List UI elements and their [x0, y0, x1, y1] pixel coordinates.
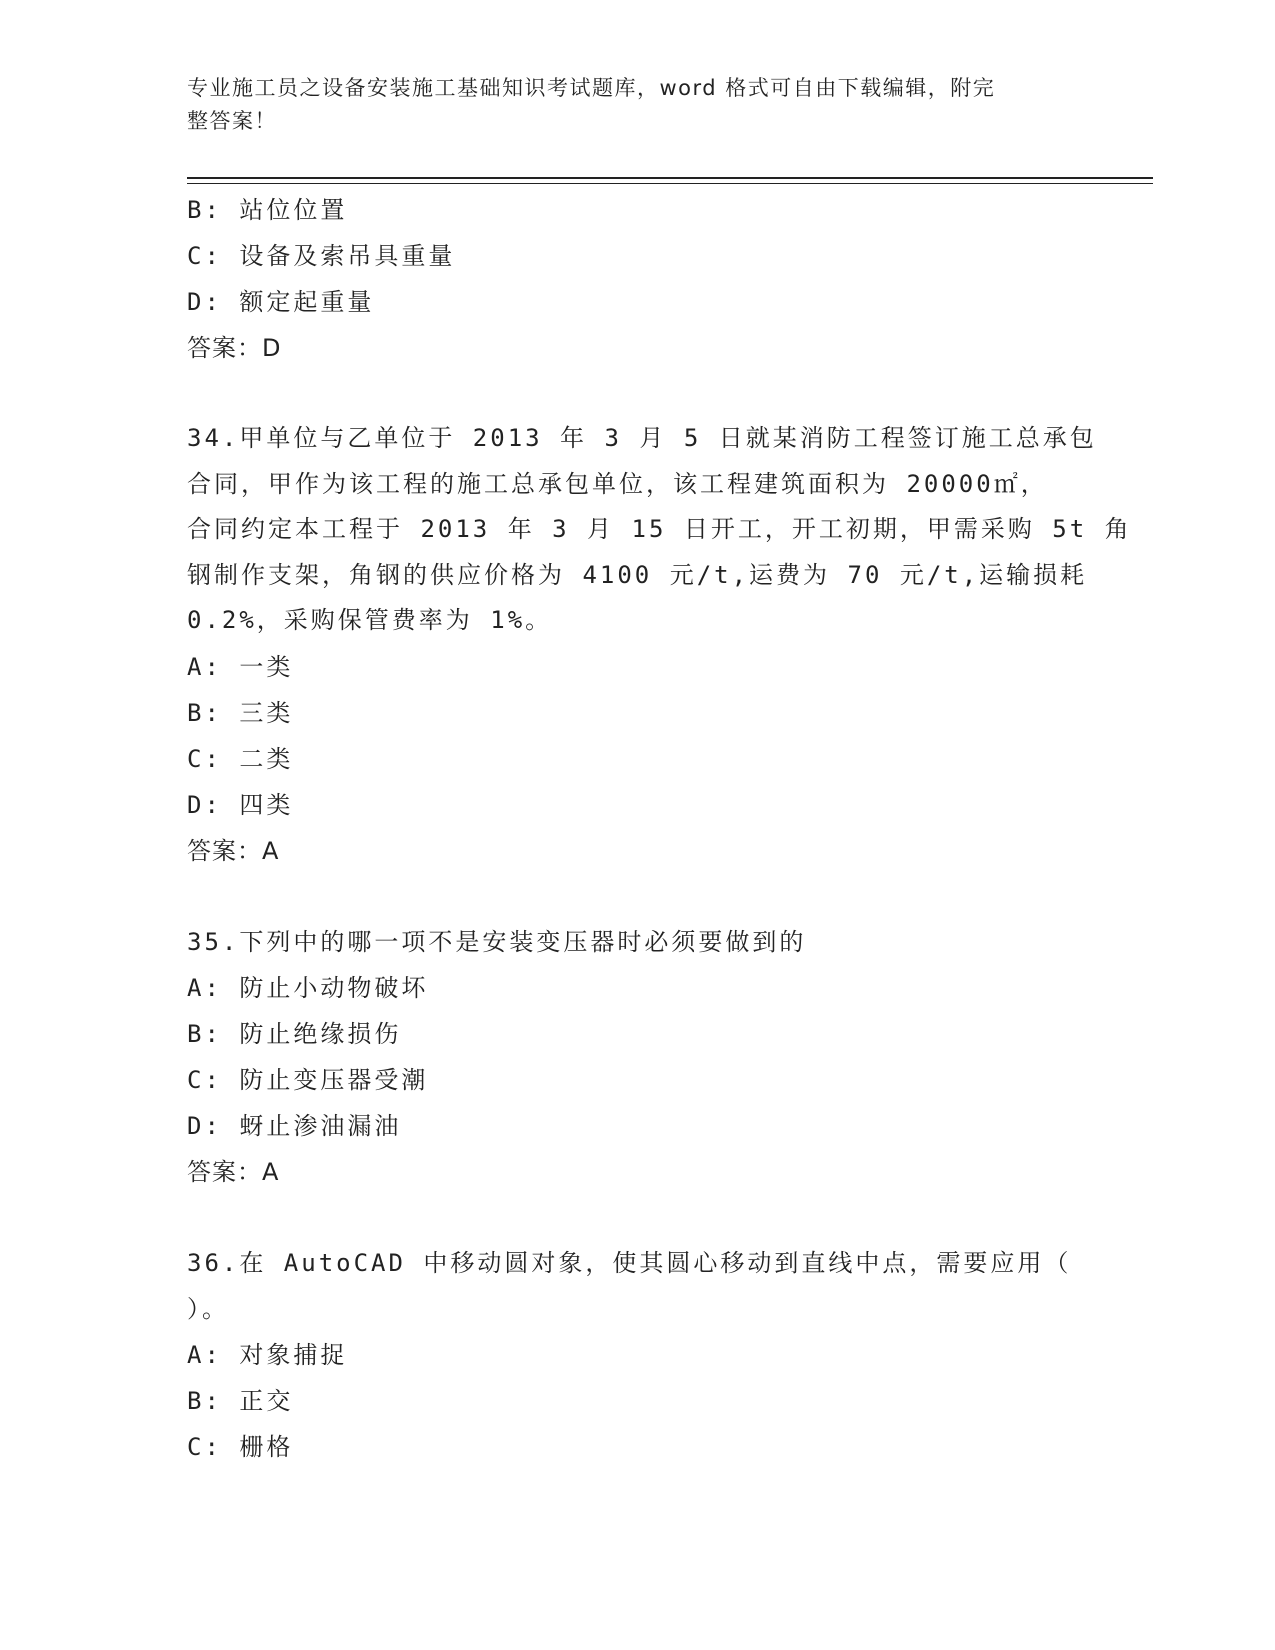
question-text-line: 35.下列中的哪一项不是安装变压器时必须要做到的	[187, 927, 807, 956]
answer: 答案：D	[187, 334, 282, 362]
option-d: D: 额定起重量	[187, 288, 375, 316]
option-c: C: 防止变压器受潮	[187, 1065, 429, 1094]
option-d: D: 蚜止渗油漏油	[187, 1111, 402, 1140]
option-a: A: 一类	[187, 652, 294, 681]
question-text-line: 合同约定本工程于 2013 年 3 月 15 日开工，开工初期，甲需采购 5t 角	[187, 515, 1132, 544]
question-text-line: 36.在 AutoCAD 中移动圆对象，使其圆心移动到直线中点，需要应用（	[187, 1248, 1072, 1277]
option-b: B: 正交	[187, 1386, 294, 1415]
option-c: C: 设备及索吊具重量	[187, 242, 456, 270]
question-34	[187, 416, 1132, 874]
spacer	[187, 1195, 1087, 1240]
question-text-line: 钢制作支架，角钢的供应价格为 4100 元/t,运费为 70 元/t,运输损耗	[187, 560, 1088, 589]
option-a: A: 防止小动物破坏	[187, 973, 429, 1002]
answer: 答案：A	[187, 836, 280, 865]
header-line-1: 专业施工员之设备安装施工基础知识考试题库，word 格式可自由下载编辑，附完	[187, 76, 996, 100]
question-list	[187, 187, 1132, 1470]
question-35	[187, 919, 1087, 1195]
header-rule-thick	[187, 177, 1153, 179]
question-text-line: 合同，甲作为该工程的施工总承包单位，该工程建筑面积为 20000㎡，	[187, 469, 1048, 498]
spacer	[187, 371, 1087, 416]
spacer	[187, 874, 1087, 919]
document-header	[187, 72, 1067, 138]
question-text-line: 0.2%，采购保管费率为 1%。	[187, 606, 553, 635]
option-b: B: 防止绝缘损伤	[187, 1019, 402, 1048]
header-rule-thin	[187, 183, 1153, 184]
option-b: B: 三类	[187, 698, 294, 727]
option-c: C: 栅格	[187, 1432, 294, 1461]
option-d: D: 四类	[187, 790, 294, 819]
question-text-line: 34.甲单位与乙单位于 2013 年 3 月 5 日就某消防工程签订施工总承包	[187, 424, 1097, 452]
option-a: A: 对象捕捉	[187, 1340, 348, 1369]
question-36	[187, 1240, 1087, 1470]
question-33	[187, 187, 1087, 371]
answer: 答案：A	[187, 1157, 280, 1186]
header-line-2: 整答案！	[187, 109, 277, 133]
option-c: C: 二类	[187, 744, 294, 773]
question-text-line: ）。	[187, 1294, 229, 1323]
option-b: B: 站位位置	[187, 196, 348, 224]
